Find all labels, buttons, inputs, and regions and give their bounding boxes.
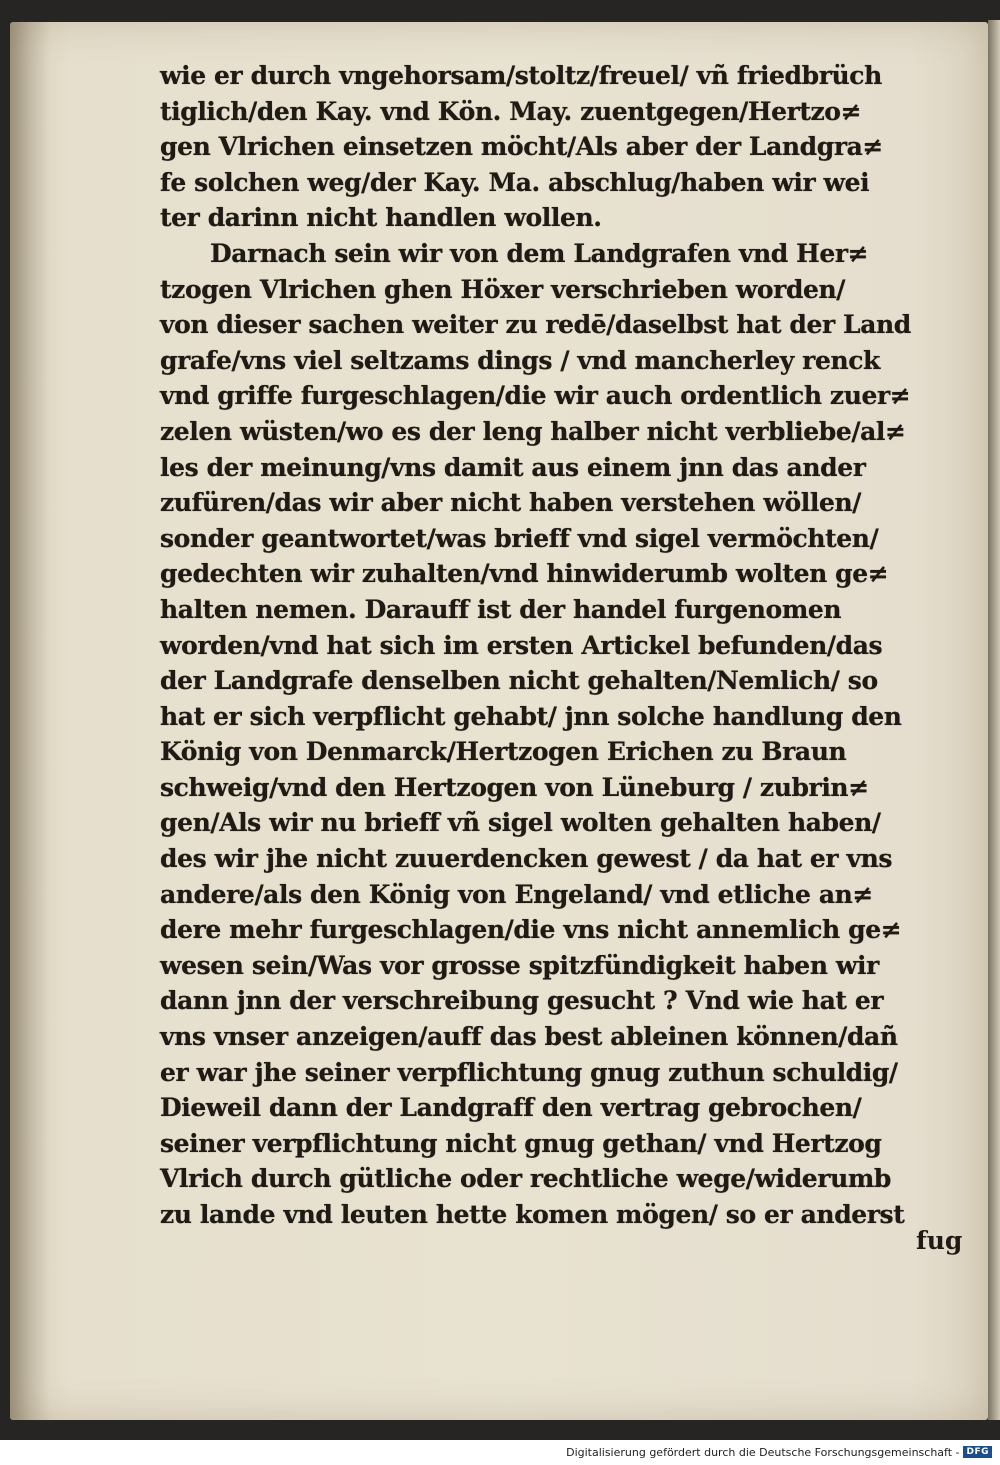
text-line: dann jnn der verschreibung gesucht ? Vnd wie hat er — [160, 986, 884, 1016]
text-line: ter darinn nicht handlen wollen. — [160, 203, 602, 233]
text-line: sonder geantwortet/was brieff vnd sigel vermöchten/ — [160, 523, 879, 553]
text-line: vnd griffe furgeschlagen/die wir auch ordentlich zuer≠ — [160, 381, 911, 411]
text-line: vns vnser anzeigen/auff das best ableinen können/dañ — [160, 1022, 898, 1052]
text-line: zu lande vnd leuten hette komen mögen/ so er anderst — [160, 1200, 905, 1229]
page-edge — [988, 20, 1000, 1420]
text-line: König von Denmarck/Hertzogen Erichen zu Braun — [160, 737, 847, 767]
text-line: der Landgrafe denselben nicht gehalten/Nemlich/ so — [160, 666, 878, 696]
text-line: worden/vnd hat sich im ersten Artickel befunden/das — [160, 630, 883, 660]
text-line: andere/als den König von Engeland/ vnd etliche an≠ — [160, 879, 873, 909]
text-line: gen Vlrichen einsetzen möcht/Als aber der Landgra≠ — [160, 132, 883, 162]
dfg-logo: DFG — [963, 1446, 992, 1458]
text-line: fe solchen weg/der Kay. Ma. abschlug/haben wir wei — [160, 167, 870, 197]
text-line: Vlrich durch gütliche oder rechtliche wege/widerumb — [160, 1164, 891, 1194]
text-line: des wir jhe nicht zuuerdencken gewest / da hat er vns — [160, 844, 893, 874]
text-line: gen/Als wir nu brieff vñ sigel wolten gehalten haben/ — [160, 808, 881, 838]
digitization-footer — [566, 1443, 992, 1461]
text-line: hat er sich verpflicht gehabt/ jnn solche handlung den — [160, 701, 902, 731]
text-line: dere mehr furgeschlagen/die vns nicht annemlich ge≠ — [160, 915, 902, 945]
text-line: wesen sein/Was vor grosse spitzfündigkeit haben wir — [160, 950, 879, 980]
text-line: schweig/vnd den Hertzogen von Lüneburg / zubrin≠ — [160, 772, 869, 802]
text-line: tzogen Vlrichen ghen Höxer verschrieben worden/ — [160, 274, 846, 304]
text-line: von dieser sachen weiter zu redē/daselbst hat der Land — [160, 310, 911, 340]
text-line: Dieweil dann der Landgraff den vertrag gebrochen/ — [160, 1093, 862, 1123]
footer-credit: Digitalisierung gefördert durch die Deutsche Forschungsgemeinschaft - — [566, 1445, 960, 1459]
text-line: seiner verpflichtung nicht gnug gethan/ vnd Hertzog — [160, 1128, 882, 1158]
text-line: gedechten wir zuhalten/vnd hinwiderumb wolten ge≠ — [160, 559, 889, 589]
text-line: wie er durch vngehorsam/stoltz/freuel/ vñ friedbrüch — [160, 61, 882, 90]
text-line: les der meinung/vns damit aus einem jnn das ander — [160, 452, 866, 482]
text-line: halten nemen. Darauff ist der handel furgenomen — [160, 594, 842, 624]
page-text — [160, 58, 975, 1233]
text-line: tiglich/den Kay. vnd Kön. May. zuentgegen/Hertzo≠ — [160, 96, 862, 126]
text-line: zufüren/das wir aber nicht haben verstehen wöllen/ — [160, 488, 861, 518]
catchword: fug — [916, 1226, 963, 1255]
text-line: grafe/vns viel seltzams dings / vnd mancherley renck — [160, 345, 880, 375]
text-line: zelen wüsten/wo es der leng halber nicht verbliebe/al≠ — [160, 416, 906, 446]
text-line: er war jhe seiner verpflichtung gnug zuthun schuldig/ — [160, 1057, 898, 1087]
paragraph-start-line: Darnach sein wir von dem Landgrafen vnd Her≠ — [210, 238, 869, 268]
